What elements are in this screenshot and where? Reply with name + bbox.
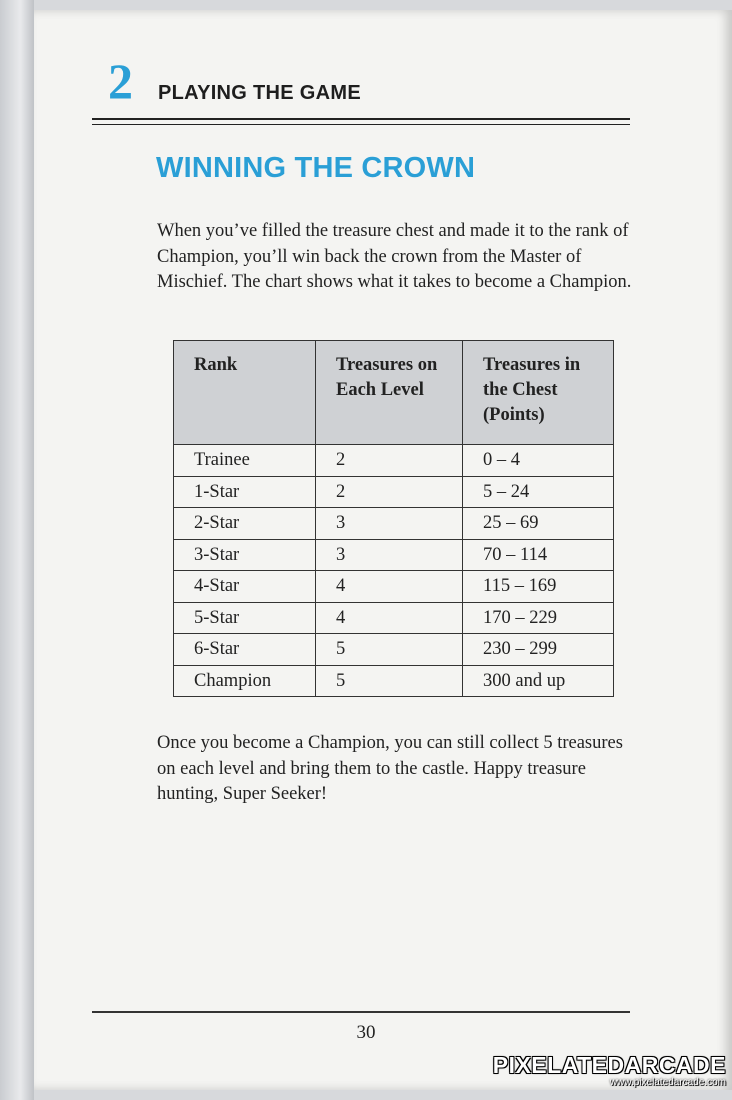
rank-cell: 5-Star: [174, 602, 316, 634]
table-row: [174, 445, 614, 477]
treasures-level-cell: 3: [316, 508, 463, 540]
points-cell: 115 – 169: [463, 571, 614, 603]
treasures-level-cell: 3: [316, 539, 463, 571]
table-row: [174, 476, 614, 508]
table-row: [174, 602, 614, 634]
treasures-level-cell: 2: [316, 445, 463, 477]
rank-cell: 3-Star: [174, 539, 316, 571]
points-cell: 170 – 229: [463, 602, 614, 634]
treasures-level-cell: 4: [316, 602, 463, 634]
chapter-number: 2: [108, 53, 133, 109]
outro-paragraph: Once you become a Champion, you can still collect 5 treasures on each level and bring them to the castle. Happy treasure hunting, Super Seeker!: [157, 733, 623, 804]
treasures-level-cell: 4: [316, 571, 463, 603]
rank-cell: Trainee: [174, 445, 316, 477]
rank-cell: 1-Star: [174, 476, 316, 508]
table-row: [174, 665, 614, 697]
header-rule: [92, 118, 630, 120]
watermark: [493, 1052, 726, 1088]
points-cell: 5 – 24: [463, 476, 614, 508]
header-rule-thin: [92, 124, 630, 125]
points-cell: 25 – 69: [463, 508, 614, 540]
header-treasures-in-chest: Treasures in the Chest (Points): [463, 341, 614, 445]
header-treasures-per-level: Treasures on Each Level: [316, 341, 463, 445]
points-cell: 70 – 114: [463, 539, 614, 571]
page-number: 30: [356, 1022, 376, 1043]
chapter-title: PLAYING THE GAME: [158, 82, 361, 104]
table-header-row: [174, 341, 614, 445]
points-cell: 0 – 4: [463, 445, 614, 477]
points-cell: 230 – 299: [463, 634, 614, 666]
intro-paragraph: When you’ve filled the treasure chest and made it to the rank of Champion, you’ll win back the crown from the Master of Mischief. The chart shows what it takes to become a Champion.: [157, 221, 632, 292]
table-row: [174, 508, 614, 540]
table-row: [174, 634, 614, 666]
table-row: [174, 571, 614, 603]
rank-cell: 4-Star: [174, 571, 316, 603]
watermark-url: www.pixelatedarcade.com: [609, 1077, 726, 1088]
rank-cell: Champion: [174, 665, 316, 697]
rank-cell: 6-Star: [174, 634, 316, 666]
treasures-level-cell: 5: [316, 665, 463, 697]
points-cell: 300 and up: [463, 665, 614, 697]
treasures-level-cell: 2: [316, 476, 463, 508]
footer-rule: [92, 1011, 630, 1013]
book-spine: [0, 0, 34, 1100]
treasures-level-cell: 5: [316, 634, 463, 666]
section-title: WINNING THE CROWN: [156, 152, 476, 184]
watermark-name: PIXELATEDARCADE: [492, 1052, 726, 1078]
header-rank: Rank: [174, 341, 316, 445]
rank-cell: 2-Star: [174, 508, 316, 540]
rank-table: [173, 340, 614, 697]
table-row: [174, 539, 614, 571]
